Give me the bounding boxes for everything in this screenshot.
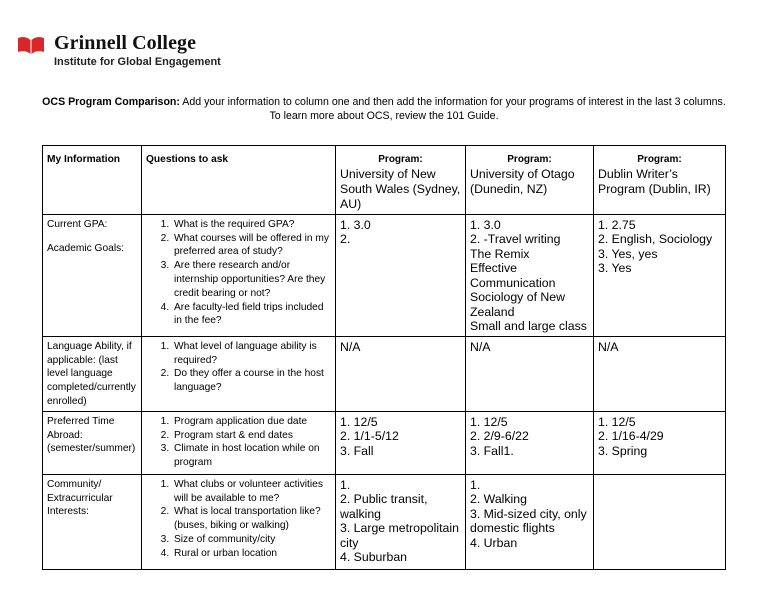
table-header-row	[43, 146, 726, 215]
answer-line: 2. 2/9-6/22	[470, 429, 529, 444]
answer-cell[interactable]	[594, 336, 726, 411]
question-item: 1. What is the required GPA?	[172, 218, 331, 232]
answer-cell[interactable]	[336, 336, 466, 411]
answer-line: 1. 3.0	[340, 217, 371, 232]
header-program-1	[336, 146, 466, 215]
answer-line: 3. Spring	[598, 443, 648, 458]
program-name: Dublin Writer’s Program (Dublin, IR)	[598, 166, 711, 196]
answer-line: 2. 1/1-5/12	[340, 429, 399, 444]
answer-line: N/A	[470, 339, 491, 354]
question-item: 4. Rural or urban location	[172, 547, 331, 561]
program-label: Program:	[378, 154, 423, 165]
answer-line: 1.	[340, 477, 351, 492]
answer-line: 4. Urban	[470, 535, 518, 550]
answer-line: 3. Fall1.	[470, 443, 514, 458]
table-row	[43, 336, 726, 411]
header-program-2	[466, 146, 594, 215]
program-name: University of Otago (Dunedin, NZ)	[470, 166, 575, 196]
table-row	[43, 214, 726, 336]
answer-line: 3. Large metropolitain city	[340, 521, 459, 550]
header-program-3	[594, 146, 726, 215]
program-label: Program:	[637, 154, 682, 165]
question-item: 4. Are faculty-led field trips included in the fee?	[172, 301, 331, 329]
question-item: 3. Climate in host location while on program	[172, 442, 331, 470]
table-row	[43, 474, 726, 569]
intro-title: OCS Program Comparison:	[42, 96, 180, 108]
info-label: Current GPA:	[47, 218, 108, 230]
comparison-table	[42, 145, 726, 570]
info-cell	[43, 214, 142, 336]
answer-line: 3. Yes, yes	[598, 246, 658, 261]
answer-cell[interactable]	[594, 214, 726, 336]
question-item: 3. Are there research and/or internship opportunities? Are they credit bearing or not?	[172, 259, 331, 300]
header-my-information: My Information	[43, 146, 142, 215]
question-item: 1. What level of language ability is required?	[172, 340, 331, 368]
questions-cell	[142, 336, 336, 411]
info-label: Academic Goals:	[47, 242, 125, 254]
answer-line: N/A	[340, 339, 361, 354]
program-name: University of New South Wales (Sydney, AU)	[340, 166, 461, 211]
answer-line: 3. Yes	[598, 261, 632, 276]
answer-line: 2. 1/16-4/29	[598, 429, 664, 444]
answer-cell[interactable]	[466, 411, 594, 474]
answer-line: 2. Walking	[470, 492, 527, 507]
answer-line: Sociology of New Zealand	[470, 290, 566, 319]
program-label: Program:	[507, 154, 552, 165]
answer-line: 1. 12/5	[470, 414, 508, 429]
answer-line: Effective Communication	[470, 261, 556, 290]
answer-cell[interactable]	[466, 336, 594, 411]
header-questions: Questions to ask	[142, 146, 336, 215]
answer-line: 1.	[470, 477, 481, 492]
info-label: Language Ability, if applicable: (last level language completed/currently enrolled)	[47, 340, 136, 407]
answer-line: 4. Suburban	[340, 550, 408, 565]
question-item: 2. What is local transportation like? (buses, biking or walking)	[172, 505, 331, 533]
answer-line: 3. Fall	[340, 443, 374, 458]
answer-line: 1. 12/5	[340, 414, 378, 429]
open-book-icon	[17, 35, 45, 55]
info-cell	[43, 411, 142, 474]
answer-cell[interactable]	[466, 474, 594, 569]
answer-line: 3. Mid-sized city, only domestic flights	[470, 506, 587, 536]
info-cell	[43, 336, 142, 411]
answer-line: Small and large class	[470, 319, 587, 334]
institute-name: Institute for Global Engagement	[54, 56, 221, 68]
intro-line-2: To learn more about OCS, review the 101 Guide.	[269, 110, 499, 122]
info-cell	[43, 474, 142, 569]
answer-line: N/A	[598, 339, 619, 354]
answer-cell[interactable]	[336, 474, 466, 569]
answer-cell[interactable]	[594, 411, 726, 474]
answer-line: 2. English, Sociology	[598, 232, 713, 247]
intro-line-1: Add your information to column one and then add the information for your programs of interest in the last 3 columns.	[179, 96, 726, 108]
answer-cell[interactable]	[336, 411, 466, 474]
question-item: 1. Program application due date	[172, 415, 331, 429]
answer-line: 2. Public transit, walking	[340, 492, 428, 521]
grinnell-logo	[17, 33, 221, 68]
questions-cell	[142, 474, 336, 569]
info-label: Community/ Extracurricular Interests:	[47, 478, 113, 518]
question-item: 2. Program start & end dates	[172, 429, 331, 443]
answer-line: 1. 2.75	[598, 217, 636, 232]
college-name: Grinnell College	[54, 32, 197, 54]
answer-line: 1. 12/5	[598, 414, 636, 429]
question-item: 2. Do they offer a course in the host language?	[172, 367, 331, 395]
answer-line: 2. -Travel writing	[470, 232, 561, 247]
answer-line: 1. 3.0	[470, 217, 501, 232]
answer-line: The Remix	[470, 246, 530, 261]
questions-cell	[142, 411, 336, 474]
info-label: Preferred Time Abroad: (semester/summer)	[47, 415, 136, 455]
answer-cell[interactable]	[594, 474, 726, 569]
answer-line: 2.	[340, 232, 351, 247]
answer-cell[interactable]	[336, 214, 466, 336]
question-item: 1. What clubs or volunteer activities will be available to me?	[172, 478, 331, 506]
answer-cell[interactable]	[466, 214, 594, 336]
question-item: 2. What courses will be offered in my preferred area of study?	[172, 232, 331, 260]
question-item: 3. Size of community/city	[172, 533, 331, 547]
table-row	[43, 411, 726, 474]
intro-text	[0, 95, 768, 123]
questions-cell	[142, 214, 336, 336]
